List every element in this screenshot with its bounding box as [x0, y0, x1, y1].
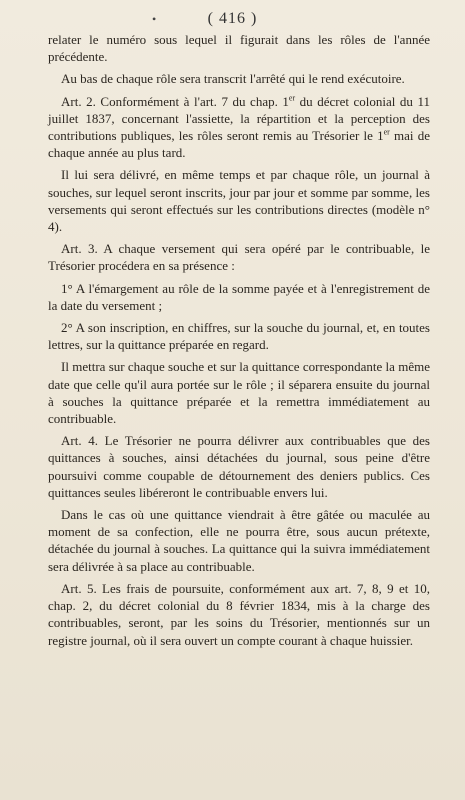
paragraph: 1° A l'émargement au rôle de la somme payée et à l'enregistrement de la date du versement ; [48, 280, 430, 313]
page-body [48, 31, 430, 654]
page-header [0, 10, 465, 32]
page-number: ( 416 ) [207, 10, 258, 27]
paragraph: Art. 2. Conformément à l'art. 7 du chap. 1er du décret colonial du 11 juillet 1837, concernant l'assiette, la répartition et la perception des contributions publiques, les rôles seront remis au Trésorier le 1er mai de chaque année au plus tard. [48, 93, 430, 161]
paragraph: relater le numéro sous lequel il figurait dans les rôles de l'année précédente. [48, 32, 430, 65]
paragraph: 2° A son inscription, en chiffres, sur la souche du journal, et, en toutes lettres, sur la quittance préparée en regard. [48, 320, 430, 353]
paragraph: Il mettra sur chaque souche et sur la quittance correspondante la même date que celle qu'il aura portée sur le rôle ; il séparera ensuite du journal à souches la quittance préparée et la remettra immédiatement au contribuable. [48, 359, 430, 427]
paragraph: Il lui sera délivré, en même temps et par chaque rôle, un journal à souches, sur lequel seront inscrits, jour par jour et somme par somme, les versements qui seront effectués sur les contributions directes (modèle n° 4). [48, 167, 430, 235]
paragraph: Au bas de chaque rôle sera transcrit l'arrêté qui le rend exécutoire. [61, 71, 405, 87]
ink-dot: • [152, 12, 157, 26]
paragraph: Art. 3. A chaque versement qui sera opéré par le contribuable, le Trésorier procédera en sa présence : [48, 241, 430, 274]
paragraph: Art. 5. Les frais de poursuite, conformément aux art. 7, 8, 9 et 10, chap. 2, du décret colonial du 8 février 1834, mis à la charge des contribuables, seront, par les soins du Trésorier, mentionnés sur un registre journal, où il sera ouvert un compte courant à chaque huissier. [48, 580, 430, 648]
paragraph: Art. 4. Le Trésorier ne pourra délivrer aux contribuables que des quittances à souches, ainsi détachées du journal, sous peine d'être poursuivi comme coupable de détournement des deniers publics. Ces quittances seules libéreront le contribuable envers lui. [48, 433, 430, 500]
paragraph: Dans le cas où une quittance viendrait à être gâtée ou maculée au moment de sa confection, elle ne pourra être, sous aucun prétexte, détachée du journal à souches. La quittance qui la suivra immédiatement sera délivrée à sa place au contribuable. [48, 507, 430, 574]
